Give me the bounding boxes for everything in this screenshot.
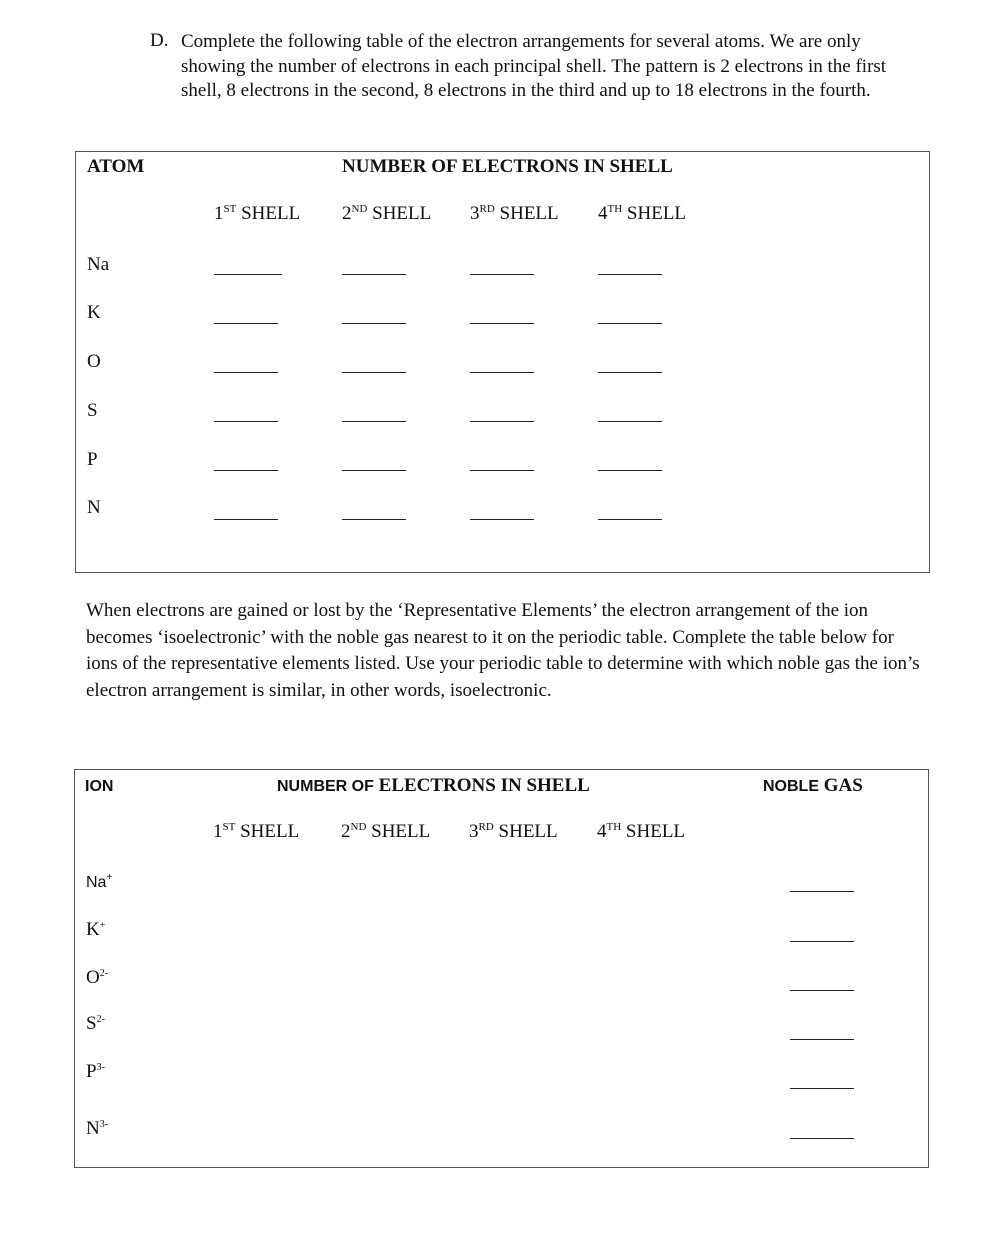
atom-blank[interactable] [214,519,278,520]
atom-blank[interactable] [470,372,534,373]
ion-symbol-p-3minus: $P^{3-}$ [86,1061,105,1082]
atom-blank[interactable] [598,274,662,275]
atom-blank[interactable] [470,519,534,520]
ion-symbol-o-2minus: $O^{2-}$ [86,967,109,988]
atom-blank[interactable] [598,519,662,520]
atom-symbol-s: S [87,400,98,421]
atom-shell-header-2: 2ND SHELL [342,203,432,224]
noble-gas-blank[interactable] [790,891,854,892]
ion-symbol-na-plus: Na+ [86,872,113,891]
atom-shell-header-1: 1ST SHELL [214,203,301,224]
ion-shell-group-header: NUMBER OF ELECTRONS IN SHELL [277,775,590,796]
atom-shell-header-3: 3RD SHELL [470,203,559,224]
atom-blank[interactable] [214,274,282,275]
atom-symbol-n: N [87,497,101,518]
noble-gas-header: NOBLE GAS [763,775,863,796]
atom-blank[interactable] [470,323,534,324]
atom-symbol-na: Na [87,254,110,275]
ion-shell-header-1: 1ST SHELL [213,821,300,842]
atom-blank[interactable] [214,323,278,324]
noble-gas-blank[interactable] [790,1039,854,1040]
atom-symbol-o: O [87,351,101,372]
intro-instructions: Complete the following table of the electron arrangements for several atoms. We are only showing the number of electrons in each principal shell. The pattern is 2 electrons in the first shell, 8 electrons in the second, 8 electrons in the third and up to 18 electrons in the fourth. [181,31,887,101]
noble-gas-blank[interactable] [790,941,854,942]
atom-blank[interactable] [342,421,406,422]
atom-blank[interactable] [598,372,662,373]
ion-shell-header-2: 2ND SHELL [341,821,431,842]
atom-blank[interactable] [598,470,662,471]
atom-shell-header-4: 4TH SHELL [598,203,687,224]
ion-symbol-s-2minus: $S^{2-}$ [86,1013,105,1034]
atom-blank[interactable] [214,372,278,373]
noble-gas-blank[interactable] [790,1088,854,1089]
atom-symbol-k: K [87,302,101,323]
ion-shell-header-3: 3RD SHELL [469,821,558,842]
atom-blank[interactable] [470,421,534,422]
atom-shell-group-header: NUMBER OF ELECTRONS IN SHELL [342,156,673,177]
section-letter: D. [150,30,169,51]
ion-column-header: ION [85,778,114,795]
ion-symbol-k-plus: K+ [86,919,106,940]
atom-column-header: ATOM [87,156,145,177]
noble-gas-blank[interactable] [790,1138,854,1139]
noble-gas-blank[interactable] [790,990,854,991]
atom-blank[interactable] [342,323,406,324]
atom-blank[interactable] [342,274,406,275]
atom-blank[interactable] [470,274,534,275]
atom-blank[interactable] [470,470,534,471]
ion-symbol-n-3minus: $N^{3-}$ [86,1118,109,1139]
atom-blank[interactable] [598,421,662,422]
atom-symbol-p: P [87,449,98,470]
atom-blank[interactable] [342,519,406,520]
atom-blank[interactable] [214,470,278,471]
atom-blank[interactable] [342,470,406,471]
isoelectronic-paragraph: When electrons are gained or lost by the ‘Representative Elements’ the electron arrangement of the ion becomes ‘isoelectronic’ with the noble gas nearest to it on the periodic table. Complete the table below for ions of the representative elements listed. Use your periodic table to determine with which noble gas the ion’s electron arrangement is similar, in other words, isoelectronic. [86,600,920,701]
atom-blank[interactable] [214,421,278,422]
atom-blank[interactable] [342,372,406,373]
ion-shell-header-4: 4TH SHELL [597,821,686,842]
atom-blank[interactable] [598,323,662,324]
